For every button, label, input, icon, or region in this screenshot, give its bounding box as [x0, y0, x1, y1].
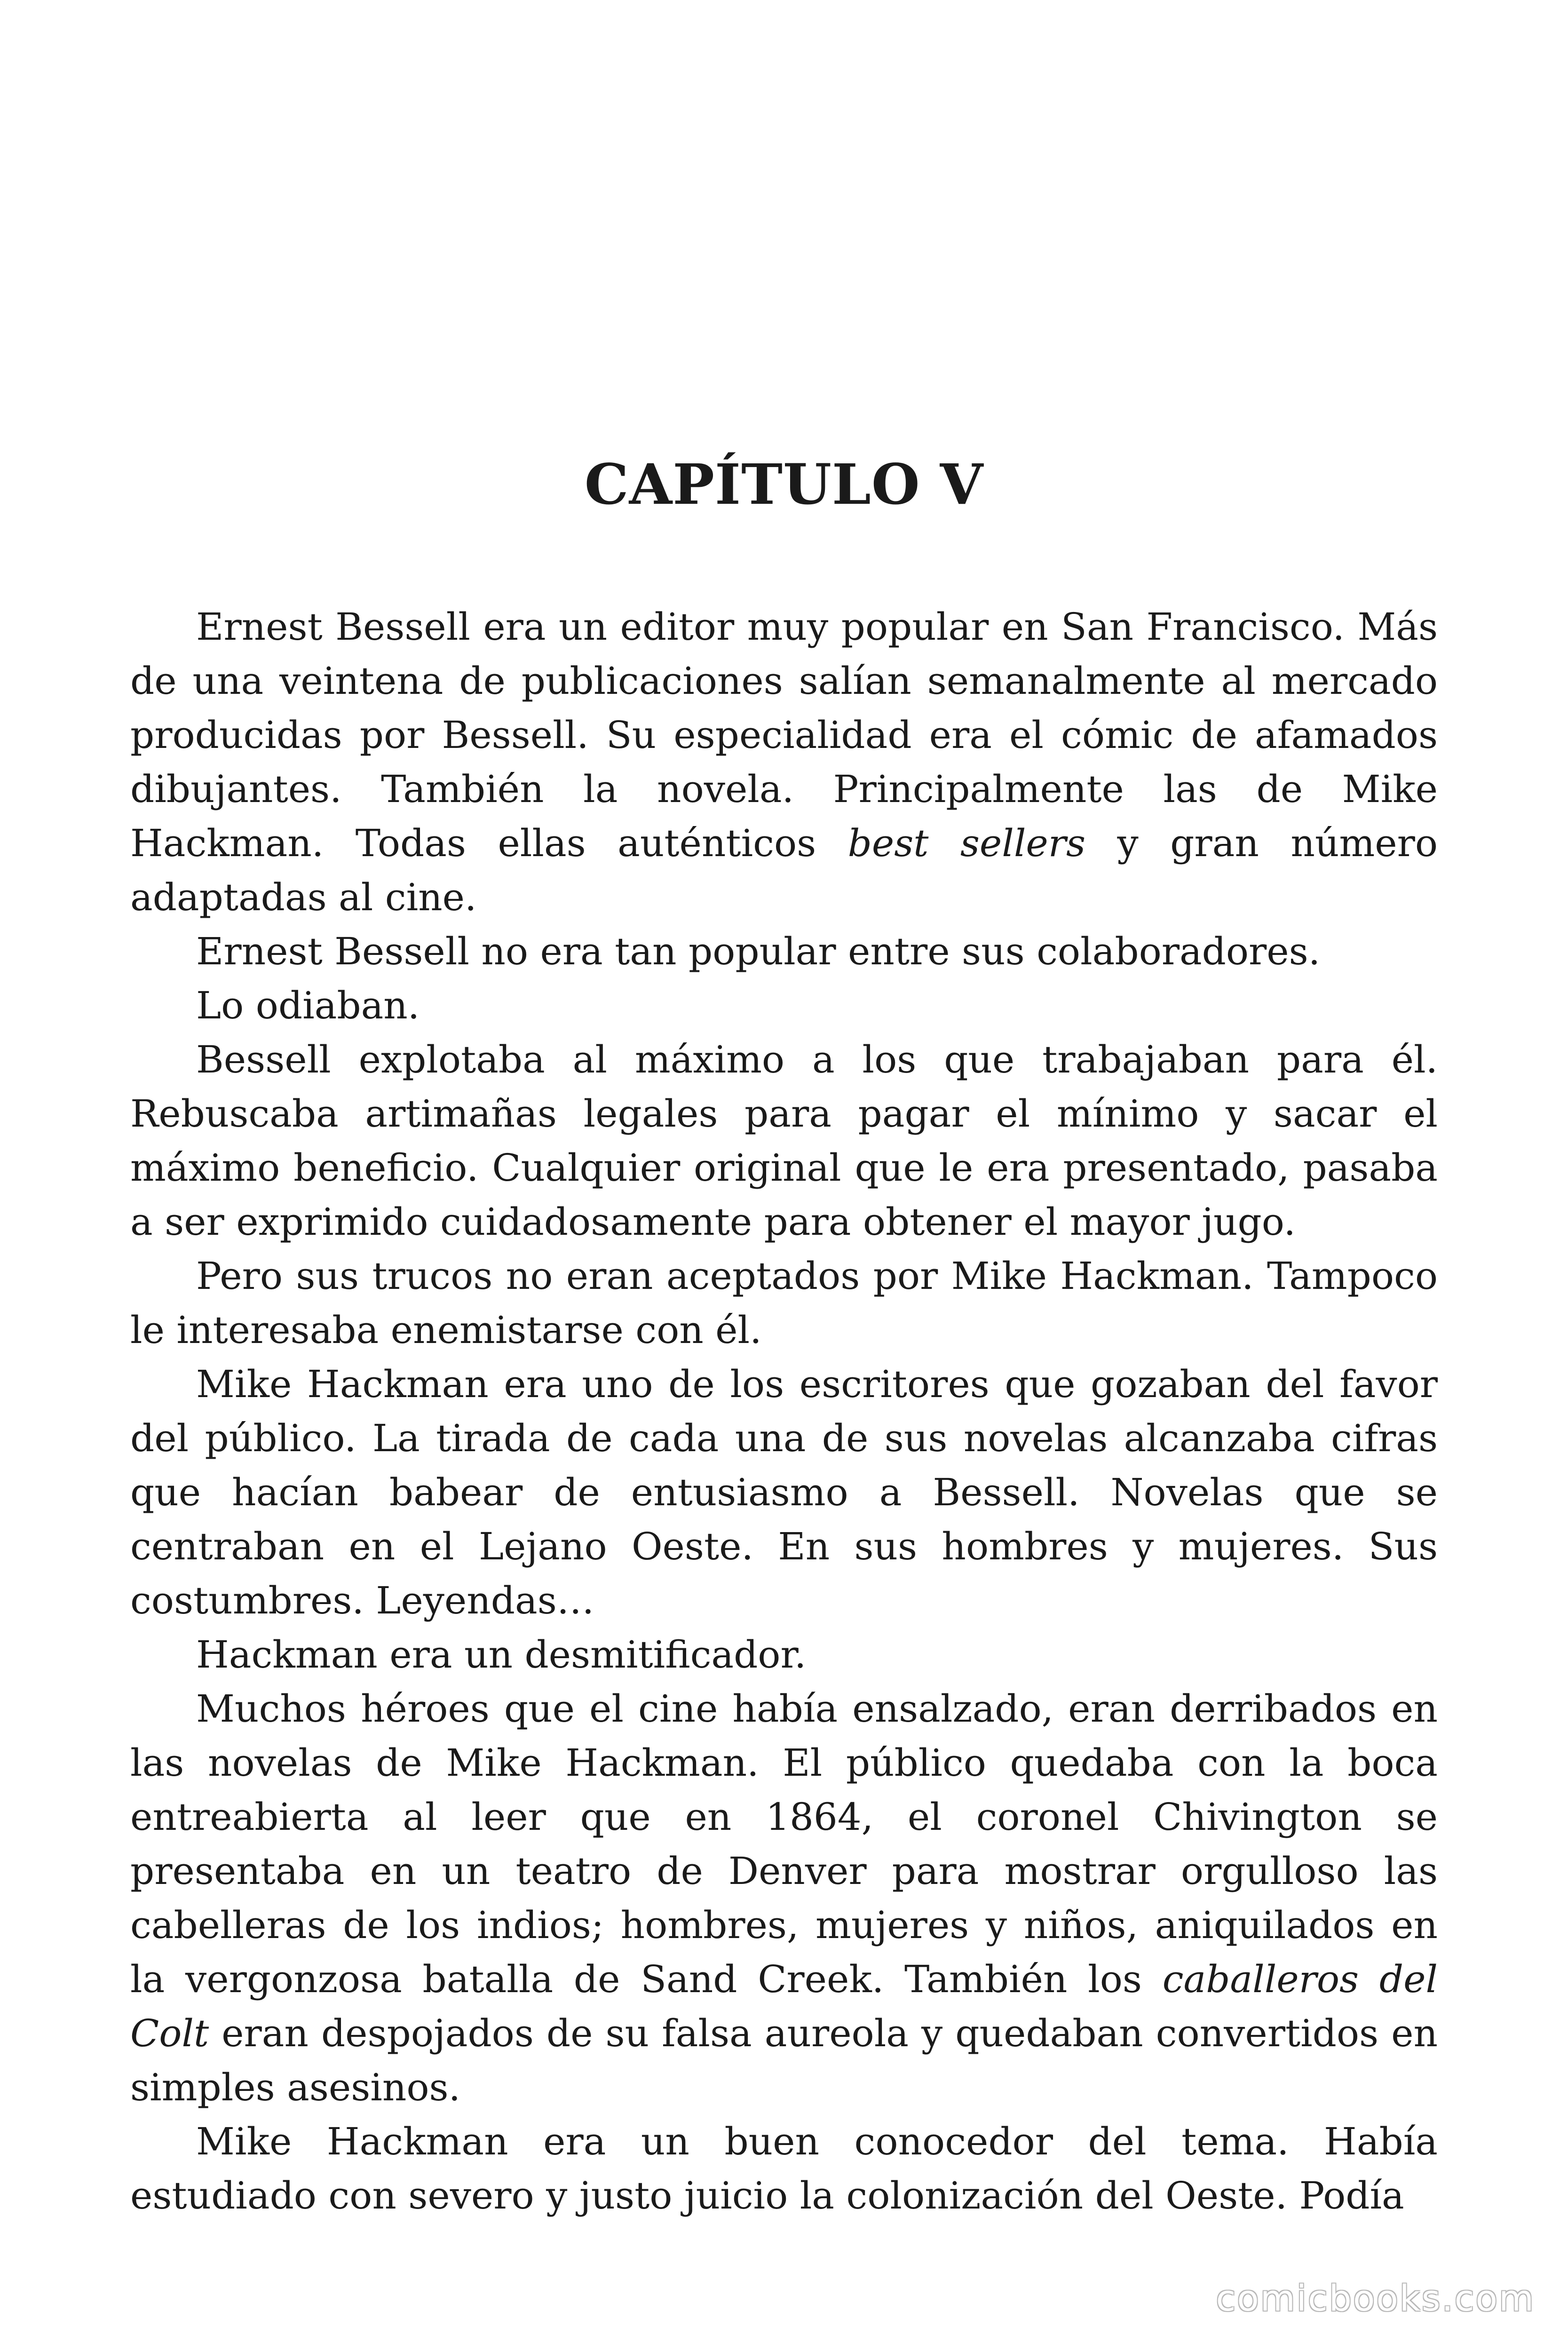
paragraph [130, 1033, 1438, 1249]
text-segment: y gran número adaptadas al cine. [130, 821, 1438, 919]
chapter-body [130, 600, 1438, 2223]
paragraph [130, 924, 1438, 978]
text-segment: Muchos héroes que el cine había ensalzado, eran derribados en las novelas de Mike Hackman. El público quedaba con la boca entreabierta al leer que en 1864, el coronel Chivington se presentaba en un teatro de Denver para mostrar orgulloso las cabelleras de los indios; hombres, mujeres y niños, aniquilados en la vergonzosa batalla de Sand Creek. También los [130, 1687, 1438, 2001]
paragraph [130, 978, 1438, 1033]
paragraph [130, 2114, 1438, 2223]
paragraph [130, 600, 1438, 924]
chapter-title: CAPÍTULO V [584, 452, 984, 517]
text-segment: Ernest Bessell no era tan popular entre sus colaboradores. [196, 930, 1321, 973]
text-segment: Lo odiaban. [196, 984, 420, 1027]
text-segment: eran despojados de su falsa aureola y quedaban convertidos en simples asesinos. [130, 2011, 1438, 2109]
italic-segment: caballeros del Colt [130, 1957, 1438, 2055]
paragraph [130, 1357, 1438, 1628]
paragraph [130, 1249, 1438, 1357]
paragraph [130, 1628, 1438, 1682]
text-segment: Bessell explotaba al máximo a los que trabajaban para él. Rebuscaba artimañas legales para pagar el mínimo y sacar el máximo beneficio. Cualquier original que le era presentado, pasaba a ser exprimido cuidadosamente para obtener el mayor jugo. [130, 1038, 1438, 1244]
watermark-logo: comicbooks.com [1216, 2277, 1535, 2319]
paragraph [130, 1682, 1438, 2114]
text-segment: Mike Hackman era un buen conocedor del tema. Había estudiado con severo y justo juicio la colonización del Oeste. Podía [130, 2120, 1438, 2217]
italic-segment: best sellers [847, 821, 1086, 865]
text-segment: Pero sus trucos no eran aceptados por Mike Hackman. Tampoco le interesaba enemistarse con él. [130, 1254, 1438, 1352]
text-segment: Ernest Bessell era un editor muy popular en San Francisco. Más de una veintena de publicaciones salían semanalmente al mercado producidas por Bessell. Su especialidad era el cómic de afamados dibujantes. También la novela. Principalmente las de Mike Hackman. Todas ellas auténticos [130, 605, 1438, 865]
text-segment: Hackman era un desmitificador. [196, 1633, 807, 1677]
text-segment: Mike Hackman era uno de los escritores que gozaban del favor del público. La tirada de cada una de sus novelas alcanzaba cifras que hacían babear de entusiasmo a Bessell. Novelas que se centraban en el Lejano Oeste. En sus hombres y mujeres. Sus costumbres. Leyendas… [130, 1362, 1438, 1622]
